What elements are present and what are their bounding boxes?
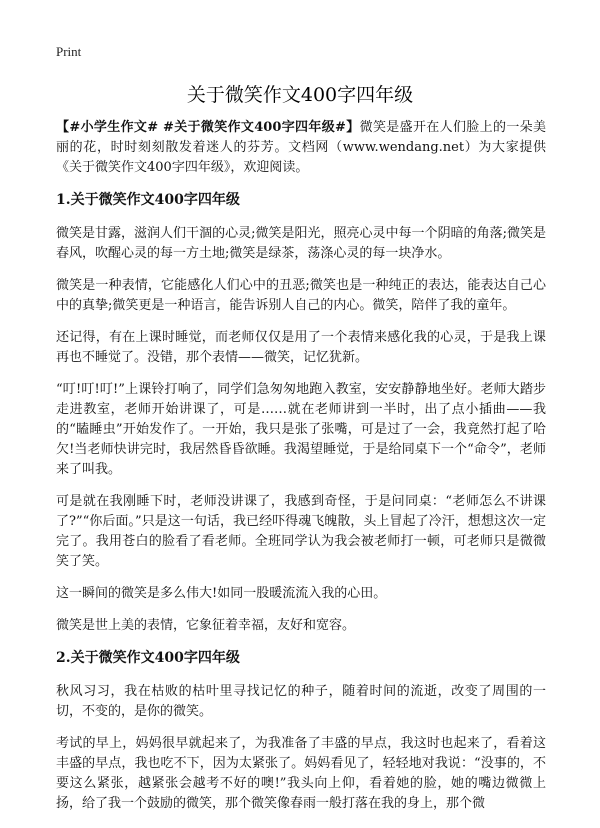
intro-text: 微笑是盛开在人们脸上的一朵美丽的花，时时刻刻散发着迷人的芬芳。文档网（www.wendang.net）为大家提供《关于微笑作文400字四年级》，欢迎阅读。 [56,120,546,175]
intro-tags: 【#小学生作文# #关于微笑作文400字四年级#】 [56,120,360,135]
body-paragraph: 还记得，有在上课时睡觉，而老师仅仅是用了一个表情来感化我的心灵，于是我上课再也不睡觉了。没错，那个表情——微笑，记忆犹新。 [56,330,546,365]
body-paragraph: 可是就在我刚睡下时，老师没讲课了，我感到奇怪，于是问同桌：“老师怎么不讲课了?”“你后面。”只是这一句话，我已经吓得魂飞魄散，头上冒起了冷汗，想想这次一定完了。我用苍白的脸看了看老师。全班同学认为我会被老师打一顿，可老师只是微微笑了笑。 [56,494,546,569]
body-paragraph: “叮!叮!叮!”上课铃打响了，同学们急匆匆地跑入教室，安安静静地坐好。老师大踏步走进教室，老师开始讲课了，可是……就在老师讲到一半时，出了点小插曲——我的“瞌睡虫”开始发作了。一开始，我只是张了张嘴，可是过了一会，我竟然打起了哈欠!当老师快讲完时，我居然昏昏欲睡。我渴望睡觉，于是给同桌下一个“命令”，老师来了叫我。 [56,382,546,477]
document-title: 关于微笑作文400字四年级 [186,84,414,106]
body-paragraph: 考试的早上，妈妈很早就起来了，为我准备了丰盛的早点，我这时也起来了，看着这丰盛的早点，我也吃不下，因为太紧张了。妈妈看见了，轻轻地对我说：“没事的，不要这么紧张，越紧张会越考不好的噢!”我头向上仰，看着她的脸，她的嘴边微微上扬，给了我一个鼓励的微笑，那个微笑像春雨一般打落在我的身上，那个微 [56,736,546,811]
section-heading: 1.关于微笑作文400字四年级 [56,192,240,208]
body-paragraph: 微笑是一种表情，它能感化人们心中的丑恶;微笑也是一种纯正的表达，能表达自己心中的真挚;微笑更是一种语言，能告诉别人自己的内心。微笑，陪伴了我的童年。 [56,278,546,313]
intro-paragraph [56,118,546,178]
body-paragraph: 秋风习习，我在枯败的枯叶里寻找记忆的种子，随着时间的流逝，改变了周围的一切，不变的，是你的微笑。 [56,684,546,719]
body-paragraph: 这一瞬间的微笑是多么伟大!如同一股暖流流入我的心田。 [56,586,387,601]
section-heading: 2.关于微笑作文400字四年级 [56,650,240,666]
body-paragraph: 微笑是世上美的表情，它象征着幸福，友好和宽容。 [56,618,356,633]
print-label: Print [56,44,82,59]
document-content [56,118,546,826]
body-paragraph: 微笑是甘露，滋润人们干涸的心灵;微笑是阳光，照亮心灵中每一个阴暗的角落;微笑是春风，吹醒心灵的每一方土地;微笑是绿茶，荡涤心灵的每一块净水。 [56,226,546,261]
